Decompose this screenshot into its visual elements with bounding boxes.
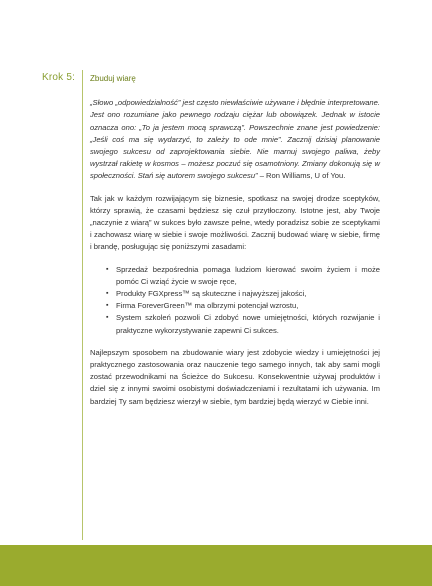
vertical-divider [82, 70, 83, 540]
list-item [106, 288, 380, 300]
list-item [106, 312, 380, 336]
bullet-icon: ▪ [106, 314, 109, 322]
page-content [90, 72, 380, 408]
list-item [106, 300, 380, 312]
quote-author: – Ron Williams, U of You. [257, 171, 346, 181]
bullet-icon: ▪ [106, 290, 109, 298]
list-item-text: Sprzedaż bezpośrednia pomaga ludziom kierować swoim życiem i może pomóc Ci wziąć życie w swoje ręce, [116, 264, 380, 286]
list-item [106, 264, 380, 288]
principles-list [106, 264, 380, 337]
quote-text: „Słowo „odpowiedzialność” jest często niewłaściwie używane i błędnie interpretowane. Jest ono rozumiane jako pewnego rodzaju ciężar lub obowiązek. Jednak w istocie oznacza ono: „To ja jestem mocą sprawczą”. Powszechnie znane jest powiedzenie: „Jeśli coś ma się wydarzyć, to zależy to ode mnie”. Zacznij dzisiaj planowanie swojego sukcesu od zaprojektowania siebie. Nie marnuj swojego paliwa, żeby wystrzał rakietę w kosmos – możesz poczuć się osamotniony. Zmiany dokonują się w społeczności. Stań się autorem swojego sukcesu” [90, 98, 380, 181]
footer-bar [0, 545, 432, 586]
list-item-text: System szkoleń pozwoli Ci zdobyć nowe umiejętności, których rozwijanie i praktyczne wykorzystywanie zapewni Ci sukces. [116, 313, 380, 335]
body-paragraph: Tak jak w każdym rozwijającym się biznesie, spotkasz na swojej drodze sceptyków, którzy sprawią, że czasami będziesz się czuł przytłoczony. Istotne jest, aby Twoje „naczynie z wiarą” w sukces było zawsze pełne, wtedy poradzisz sobie ze sceptykami i zachowasz wiarę w siebie i swoje możliwości. Zacznij budować wiarę w siebie, firmę i brandę, posługując się poniższymi zasadami: [90, 193, 380, 252]
list-item-text: Firma ForeverGreen™ ma olbrzymi potencjał wzrostu, [116, 301, 299, 311]
bullet-icon: ▪ [106, 302, 109, 310]
step-label: Krok 5: [42, 72, 76, 83]
section-heading: Zbuduj wiarę [90, 74, 136, 83]
list-item-text: Produkty FGXpress™ są skuteczne i najwyższej jakości, [116, 289, 307, 299]
closing-paragraph: Najlepszym sposobem na zbudowanie wiary jest zdobycie wiedzy i umiejętności jej praktycznego zastosowania oraz nauczenie tego samego innych, tak aby sami mogli zostać przewodnikami na Ścieżce do Sukcesu. Konsekwentnie używaj produktów i dziel się z innymi swoimi osobistymi doświadczeniami i rezultatami ich używania. Im bardziej Ty sam będziesz wierzył w siebie, tym bardziej będą wierzyć w Ciebie inni. [90, 347, 380, 406]
quote-block [90, 97, 380, 182]
bullet-icon: ▪ [106, 265, 109, 273]
